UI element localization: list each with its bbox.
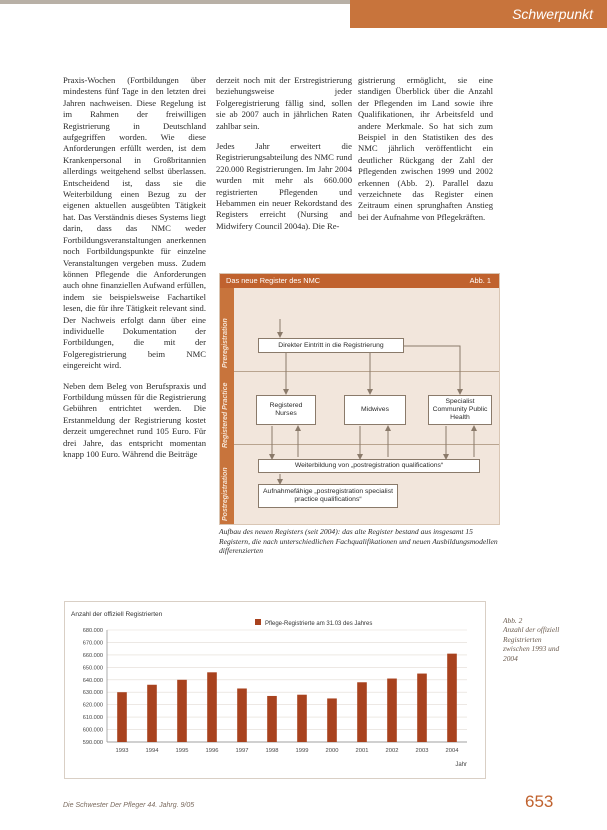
chart-side-note [503,616,563,663]
bar [177,680,187,742]
y-tick-label: 660.000 [82,652,103,659]
paragraph: Neben dem Beleg von Berufspraxis und Fortbildung müssen für die Registrierung Gebühren entrichtet werden. Die Erstanmeldung der Registrierung kostet derzeit umgerechnet rund 105 Euro. Für drei Jahre, das entspricht momentan knapp 100 Euro. Während die Beiträge [63,380,206,459]
side-label-registered-practice: Registered Practice [222,382,229,448]
bar [417,674,427,742]
section-tab [350,0,607,28]
side-label-preregistration: Preregistration [222,318,229,368]
bar [327,698,337,742]
diagram-title: Das neue Register des NMC [226,276,321,285]
side-label-postregistration: Postregistration [222,467,229,521]
box-postregistration: Weiterbildung von „postregistration qualifications“ [258,459,480,473]
y-tick-label: 590.000 [82,740,103,746]
box-public-health: Specialist Community Public Health [428,395,492,425]
x-tick-label: 1999 [295,748,309,754]
y-tick-label: 680.000 [82,628,103,634]
x-tick-label: 2001 [355,748,369,754]
paragraph: derzeit noch mit der Erstregistrierung beziehungsweise jeder Folgeregistrierung fällig sind, sollen sie ab 2007 auch in jährlichen Raten zahlbar sein. [216,75,352,131]
bar [207,672,217,742]
bar [357,682,367,742]
diagram-number: Abb. 1 [469,276,491,285]
registrations-chart [64,601,486,779]
text-column-3 [358,75,493,232]
y-tick-label: 630.000 [82,690,103,697]
x-tick-label: 2004 [445,748,459,754]
y-tick-label: 610.000 [82,715,103,722]
bar [147,685,157,742]
legend-label: Pflege-Registrierte am 31.03 des Jahres [265,621,373,627]
bar [447,654,457,742]
chart-side-title: Abb. 2 [503,616,523,625]
box-direct-entry: Direkter Eintritt in die Registrierung [258,338,404,353]
diagram-caption: Aufbau des neuen Registers (seit 2004): das alte Register bestand aus insgesamt 15 Registern, die nach unterschiedlichen Fachqualifikationen und neuen Ausbildungsmodellen differenzierten [219,527,498,556]
bar [237,688,247,742]
bar [297,695,307,742]
chart-svg [65,602,485,778]
x-tick-label: 1997 [235,748,249,754]
x-tick-label: 1995 [175,748,189,754]
box-midwives: Midwives [344,395,406,425]
register-diagram [219,273,500,525]
y-tick-label: 670.000 [82,640,103,647]
diagram-arrows [220,274,499,524]
bar [387,679,397,742]
y-tick-label: 600.000 [82,727,103,734]
bar [267,696,277,742]
paragraph: Praxis-Wochen (Fortbildungen über mindestens fünf Tage in den letzten drei Jahren nachweisen. Diese Regelung ist im Rahmen der freiwilligen Registrierung in Deutschland aufgegriffen worden. Wie diese Anforderungen erfüllt werden, ist dem Krankenpersonal in Großbritannien allerdings weitgehend selbst überlassen. Entscheidend ist, dass sie die Weiterbildung einen Bezug zu der eigenen aktuellen ausgeübten Tätigkeit hat. Das Verständnis dieses Systems liegt darin, dass das NMC weder Fortbildungsveranstaltungen anerkennen noch Fortbildungspunkte für einzelne Veranstaltungen vergeben muss. Zudem können Pflegende die Anforderungen auch ohne finanziellen Aufwand erfüllen, indem sie beispielsweise Fachartikel lesen, die für ihre Tätigkeit relevant sind. Der Nachweis erfolgt dann über eine individuelle Dokumentation der Fortbildungen, die mit der Folgeregistrierung beim NMC eingereicht wird. [63,75,206,371]
x-tick-label: 2003 [415,748,429,754]
chart-title: Anzahl der offiziell Registrierten [71,611,163,618]
x-tick-label: 1998 [265,748,279,754]
x-tick-label: 1993 [115,748,129,754]
x-tick-label: 1996 [205,748,219,754]
text-column-1 [63,75,206,469]
y-tick-label: 650.000 [82,665,103,672]
paragraph: Jedes Jahr erweitert die Registrierungsabteilung des NMC rund 220.000 Registrierungen. Im Jahr 2004 wurden mit mehr als 660.000 registrierten Pflegenden und Hebammen ein neuer Rekordstand des Registers erreicht (Nursing and Midwifery Council 2004a). Die Re- [216,141,352,231]
x-axis-label: Jahr [455,762,467,768]
section-title: Schwerpunkt [512,6,593,22]
x-tick-label: 2002 [385,748,399,754]
y-tick-label: 640.000 [82,677,103,684]
bar [117,692,127,742]
text-column-2 [216,75,352,241]
y-tick-label: 620.000 [82,702,103,709]
x-tick-label: 1994 [145,748,159,754]
box-registered-nurses: Registered Nurses [256,395,316,425]
box-specialist-practice: Aufnahmefähige „postregistration specialist practice qualifications“ [258,484,398,508]
page-number: 653 [525,792,554,811]
footer-journal: Die Schwester Der Pfleger 44. Jahrg. 9/05 [63,802,195,809]
x-tick-label: 2000 [325,748,339,754]
legend-swatch [255,619,261,625]
paragraph: gistrierung ermöglicht, sie eine standigen Überblick über die Anzahl der Pflegenden im Land sowie ihre Qualifikationen, ihr Arbeitsfeld und andere Merkmale. So hat sich zum Beispiel in den Statistiken des des NMC jährlich veröffentlicht ein deutlicher Rückgang der Zahl der Pflegenden zwischen 1999 und 2002 erkennen (Abb. 2). Parallel dazu verzeichnete das Register einen Zeitraum einen sprunghaften Anstieg bei der Aufnahme von Pflegekräften. [358,75,493,222]
chart-side-text: Anzahl der offiziell Registrierten zwischen 1993 und 2004 [503,625,560,663]
